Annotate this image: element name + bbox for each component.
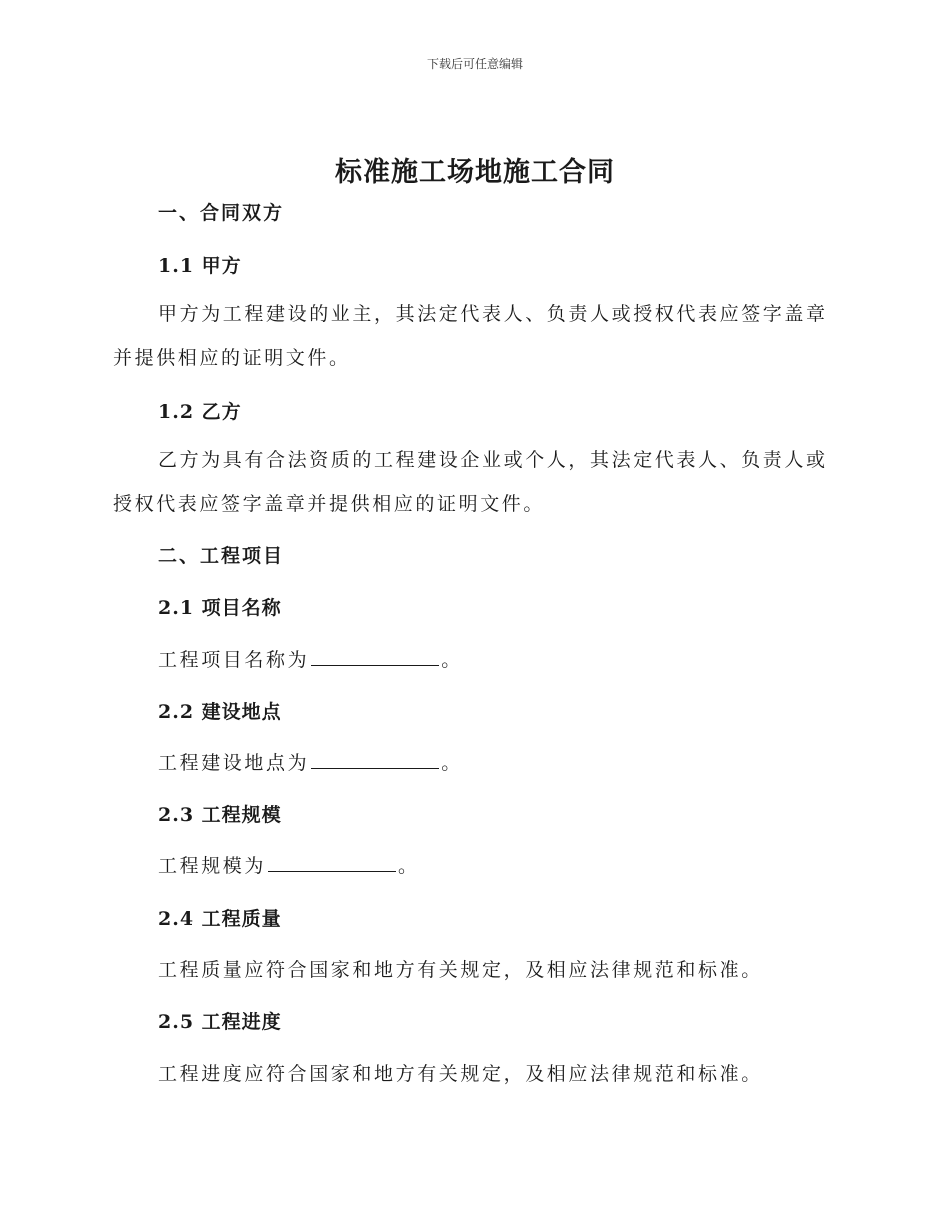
project-name-label: 工程项目名称为 bbox=[158, 649, 310, 671]
document-title: 标准施工场地施工合同 bbox=[335, 157, 615, 188]
section-2-heading: 二、工程项目 bbox=[158, 545, 285, 567]
section-2-3-heading: 2.3 工程规模 bbox=[158, 804, 282, 826]
section-2-2-heading: 2.2 建设地点 bbox=[158, 701, 282, 723]
scale-suffix: 。 bbox=[398, 855, 420, 877]
scale-line bbox=[158, 851, 420, 878]
section-2-1-heading: 2.1 项目名称 bbox=[158, 597, 282, 619]
section-1-2-heading: 1.2 乙方 bbox=[158, 401, 242, 423]
scale-label: 工程规模为 bbox=[158, 855, 267, 877]
section-1-1-text: 甲方为工程建设的业主，其法定代表人、负责人或授权代表应签字盖章并提供相应的证明文件。 bbox=[113, 303, 828, 369]
section-2-4-heading: 2.4 工程质量 bbox=[158, 908, 282, 930]
location-line bbox=[158, 748, 463, 775]
section-1-heading: 一、合同双方 bbox=[158, 202, 285, 224]
location-blank[interactable] bbox=[311, 750, 439, 769]
project-name-blank[interactable] bbox=[311, 647, 439, 666]
project-name-suffix: 。 bbox=[441, 649, 463, 671]
project-name-line bbox=[158, 645, 463, 672]
location-suffix: 。 bbox=[441, 752, 463, 774]
location-label: 工程建设地点为 bbox=[158, 752, 310, 774]
section-1-2-text: 乙方为具有合法资质的工程建设企业或个人，其法定代表人、负责人或授权代表应签字盖章并提供相应的证明文件。 bbox=[113, 449, 828, 515]
section-2-5-text: 工程进度应符合国家和地方有关规定，及相应法律规范和标准。 bbox=[158, 1063, 763, 1085]
section-1-1-heading: 1.1 甲方 bbox=[158, 255, 242, 277]
section-2-5-heading: 2.5 工程进度 bbox=[158, 1011, 282, 1033]
header-note: 下载后可任意编辑 bbox=[426, 57, 523, 71]
scale-blank[interactable] bbox=[268, 853, 396, 872]
section-2-4-text: 工程质量应符合国家和地方有关规定，及相应法律规范和标准。 bbox=[158, 959, 763, 981]
